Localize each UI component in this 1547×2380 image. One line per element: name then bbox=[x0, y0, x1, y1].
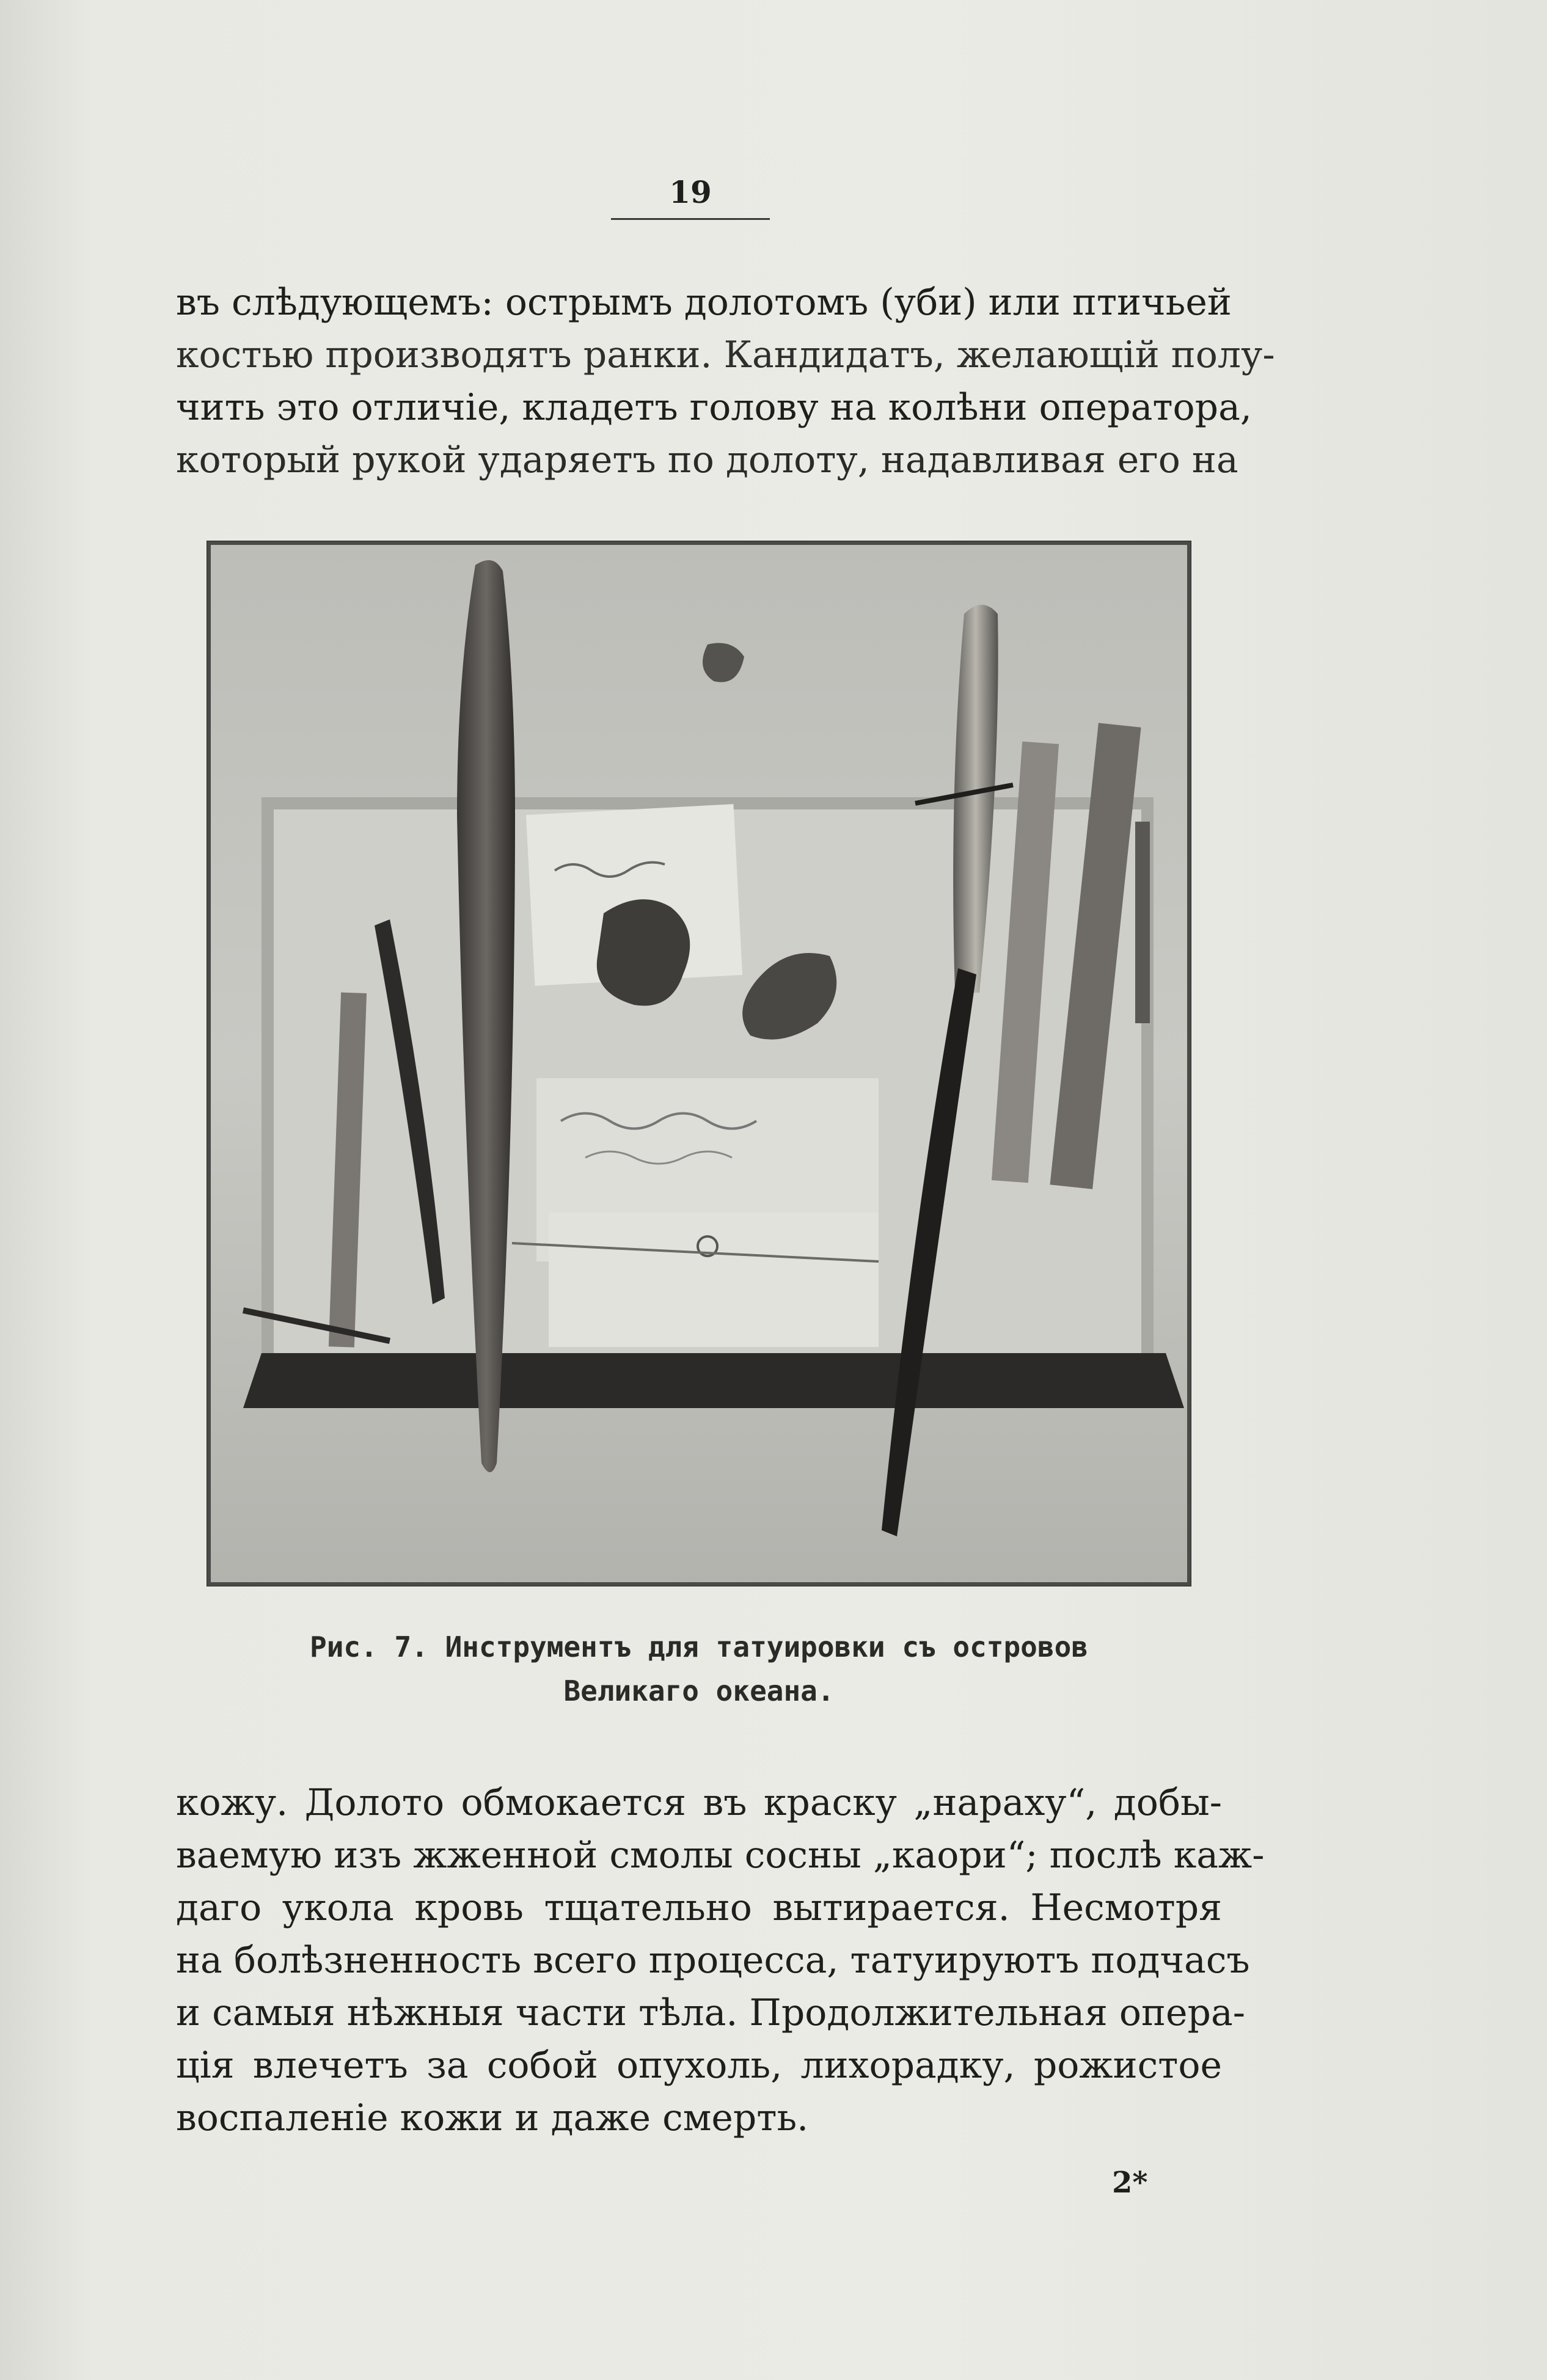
text-line: на болѣзненность всего процесса, татуируютъ подчасъ bbox=[176, 1939, 1250, 1982]
text-line: въ слѣдующемъ: острымъ долотомъ (уби) или птичьей bbox=[176, 281, 1232, 324]
text-line: костью производятъ ранки. Кандидатъ, желающій полу- bbox=[176, 334, 1275, 376]
page-number: 19 bbox=[669, 174, 712, 210]
caption-line: Великаго океана. bbox=[563, 1674, 835, 1707]
paragraph-bottom bbox=[176, 1776, 1265, 2144]
text-line: кожу. Долото обмокается въ краску „нараху“, добы- bbox=[176, 1781, 1222, 1824]
text-line: который рукой ударяетъ по долоту, надавливая его на bbox=[176, 439, 1238, 481]
caption-line: Рис. 7. Инструментъ для татуировки съ островов bbox=[310, 1630, 1088, 1663]
figure-caption bbox=[176, 1625, 1222, 1713]
text-line: воспаленіе кожи и даже смерть. bbox=[176, 2097, 809, 2139]
figure-photo bbox=[207, 541, 1191, 1586]
text-line: ваемую изъ жженной смолы сосны „каори“; послѣ каж- bbox=[176, 1834, 1265, 1877]
text-line: и самыя нѣжныя части тѣла. Продолжительная опера- bbox=[176, 1991, 1245, 2034]
paragraph-top bbox=[176, 276, 1275, 486]
text-line: даго укола кровь тщательно вытирается. Несмотря bbox=[176, 1886, 1222, 1929]
text-line: чить это отличіе, кладетъ голову на колѣни оператора, bbox=[176, 386, 1252, 429]
text-line: ція влечетъ за собой опухоль, лихорадку, рожистое bbox=[176, 2044, 1222, 2087]
tattoo-instruments-photo bbox=[207, 541, 1191, 1586]
signature-mark: 2* bbox=[1112, 2166, 1148, 2200]
page-number-rule bbox=[611, 218, 770, 220]
